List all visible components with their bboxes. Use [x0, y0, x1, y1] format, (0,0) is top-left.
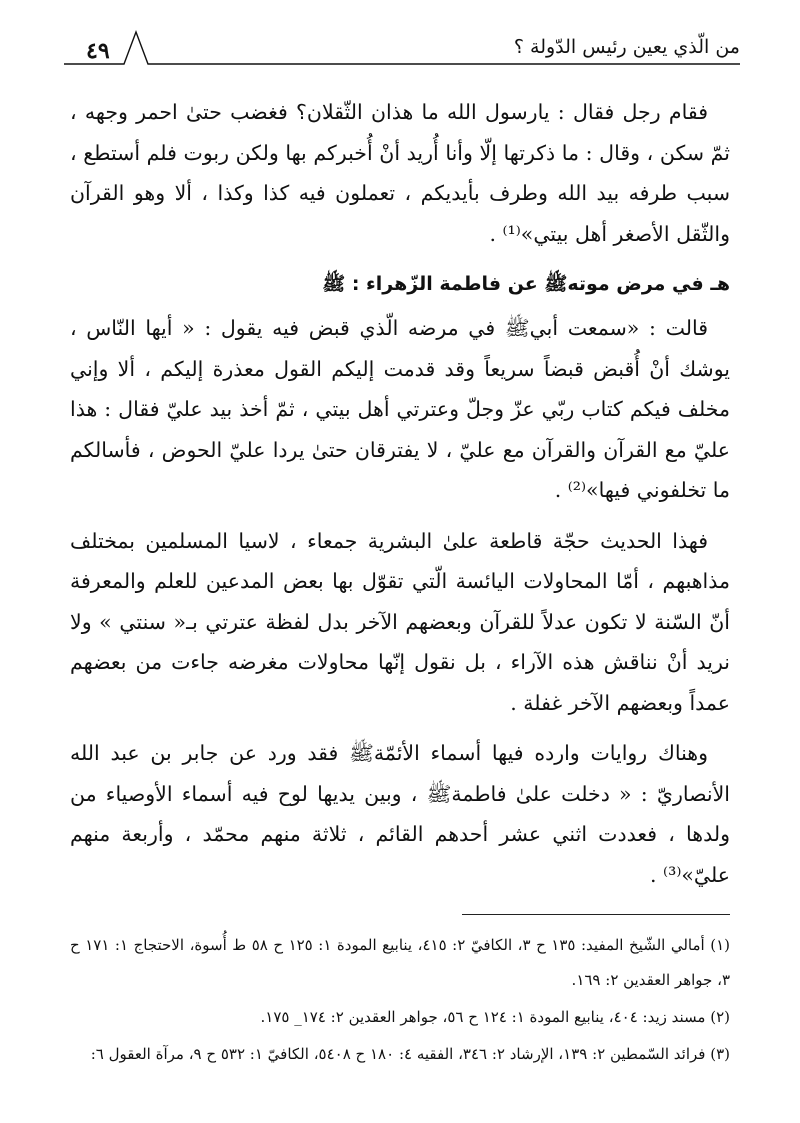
main-text	[70, 92, 730, 895]
footnote-2: (٢) مسند زيد: ٤٠٤، ينابيع المودة ١: ١٢٤ ح ٥٦، جواهر العقدين ٢: ١٧٤_ ١٧٥.	[260, 1008, 730, 1026]
footnote-1: (١) أمالي الشّيخ المفيد: ١٣٥ ح ٣، الكافيّ ٢: ٤١٥، ينابيع المودة ١: ١٢٥ ح ٥٨ ط أُسوة، الاحتجاج ١: ١٧١ ح ٣، جواهر العقدين ٢: ١٦٩.	[70, 936, 730, 989]
paragraph-4: وهناك روايات وارده فيها أسماء الأئمّةﷺ فقد ورد عن جابر بن عبد الله الأنصاريّ : « دخلت علىٰ فاطمةﷺ ، وبين يديها لوح فيه أسماء الأوصياء من ولدها ، فعددت اثني عشر أحدهم القائم ، ثلاثة منهم محمّد ، وأربعة منهم عليّ»⁽³⁾ .	[70, 741, 730, 887]
header-title: من الّذي يعين رئيس الدّولة ؟	[513, 36, 740, 58]
footnote-3: (٣) فرائد السّمطين ٢: ١٣٩، الإرشاد ٢: ٣٤٦، الفقيه ٤: ١٨٠ ح ٥٤٠٨، الكافيّ ١: ٥٣٢ ح ٩، مرآة العقول ٦:	[90, 1045, 730, 1063]
footnotes	[70, 928, 730, 1074]
footnote-separator	[462, 914, 730, 915]
running-header	[64, 28, 740, 72]
page-number: ٤٩	[86, 38, 110, 64]
paragraph-2: قالت : «سمعت أبيﷺ في مرضه الّذي قبض فيه يقول : « أيها النّاس ، يوشك أنْ أُقبض قبضاً سريعاً وقد قدمت إليكم القول معذرة إليكم ، ألا وإني مخلف فيكم كتاب ربّي عزّ وجلّ وعترتي أهل بيتي ، ثمّ أخذ بيد عليّ فقال : هذا عليّ مع القرآن والقرآن مع عليّ ، لا يفترقان حتىٰ يردا عليّ الحوض ، فأسالكم ما تخلفوني فيها»⁽²⁾ .	[70, 316, 730, 502]
section-heading: هـ في مرض موتهﷺ عن فاطمة الزّهراء : ﷺ	[322, 273, 730, 295]
paragraph-3: فهذا الحديث حجّة قاطعة علىٰ البشرية جمعاء ، لاسيا المسلمين بمختلف مذاهبهم ، أمّا المحاولات اليائسة الّتي تقوّل بها بعض المدعين للعلم والمعرفة أنّ السّنة لا تكون عدلاً للقرآن وبعضهم الآخر بدل لفظة عترتي بـ« سنتي » ولا نريد أنْ نناقش هذه الآراء ، بل نقول إنّها محاولات مغرضه جاءت من بعضهم عمداً وبعضهم الآخر غفلة .	[70, 528, 730, 715]
paragraph-1: فقام رجل فقال : يارسول الله ما هذان الثّقلان؟ فغضب حتىٰ احمر وجهه ، ثمّ سكن ، وقال : ما ذكرتها إلّا وأنا أُريد أنْ أُخبركم بها ولكن ربوت فلم أستطع ، سبب طرفه بيد الله وطرف بأيديكم ، تعملون فيه كذا وكذا ، ألا وهو القرآن والثّقل الأصغر أهل بيتي»⁽¹⁾ .	[70, 100, 730, 246]
